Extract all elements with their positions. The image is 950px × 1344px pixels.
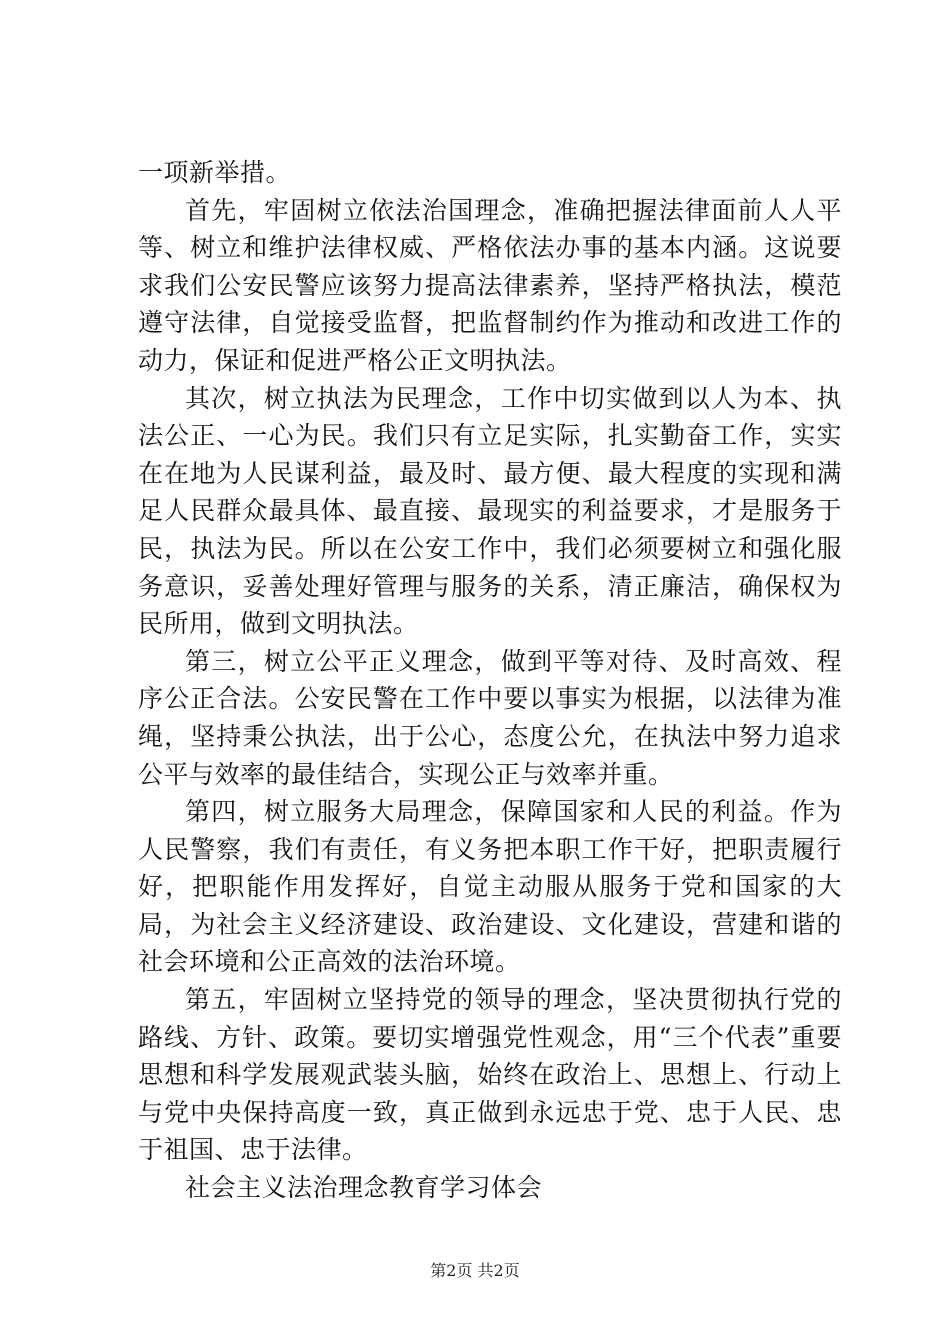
paragraph-fifth: 第五，牢固树立坚持党的领导的理念，坚决贯彻执行党的路线、方针、政策。要切实增强党性观念，用“三个代表”重要思想和科学发展观武装头脑，始终在政治上、思想上、行动上与党中央保持高度一致，真正做到永远忠于党、忠于人民、忠于祖国、忠于法律。: [138, 985, 842, 1165]
paragraph-third: 第三，树立公平正义理念，做到平等对待、及时高效、程序公正合法。公安民警在工作中要以事实为根据，以法律为准绳，坚持秉公执法，出于公心，态度公允，在执法中努力追求公平与效率的最佳结合，实现公正与效率并重。: [138, 646, 842, 789]
paragraph-first: 首先，牢固树立依法治国理念，准确把握法律面前人人平等、树立和维护法律权威、严格依法办事的基本内涵。这说要求我们公安民警应该努力提高法律素养，坚持严格执法，模范遵守法律，自觉接受监督，把监督制约作为推动和改进工作的动力，保证和促进严格公正文明执法。: [138, 195, 842, 375]
page-footer: 第2页 共2页: [430, 1261, 520, 1280]
document-body: [138, 154, 842, 1207]
paragraph-fourth: 第四，树立服务大局理念，保障国家和人民的利益。作为人民警察，我们有责任，有义务把本职工作干好，把职责履行好，把职能作用发挥好，自觉主动服从服务于党和国家的大局，为社会主义经济建设、政治建设、文化建设，营建和谐的社会环境和公正高效的法治环境。: [138, 797, 842, 977]
closing-title: 社会主义法治理念教育学习体会: [185, 1173, 543, 1203]
paragraph-second: 其次，树立执法为民理念，工作中切实做到以人为本、执法公正、一心为民。我们只有立足实际，扎实勤奋工作，实实在在地为人民谋利益，最及时、最方便、最大程度的实现和满足人民群众最具体、最直接、最现实的利益要求，才是服务于民，执法为民。所以在公安工作中，我们必须要树立和强化服务意识，妥善处理好管理与服务的关系，清正廉洁，确保权为民所用，做到文明执法。: [138, 383, 842, 639]
paragraph-continuation: 一项新举措。: [138, 158, 292, 187]
